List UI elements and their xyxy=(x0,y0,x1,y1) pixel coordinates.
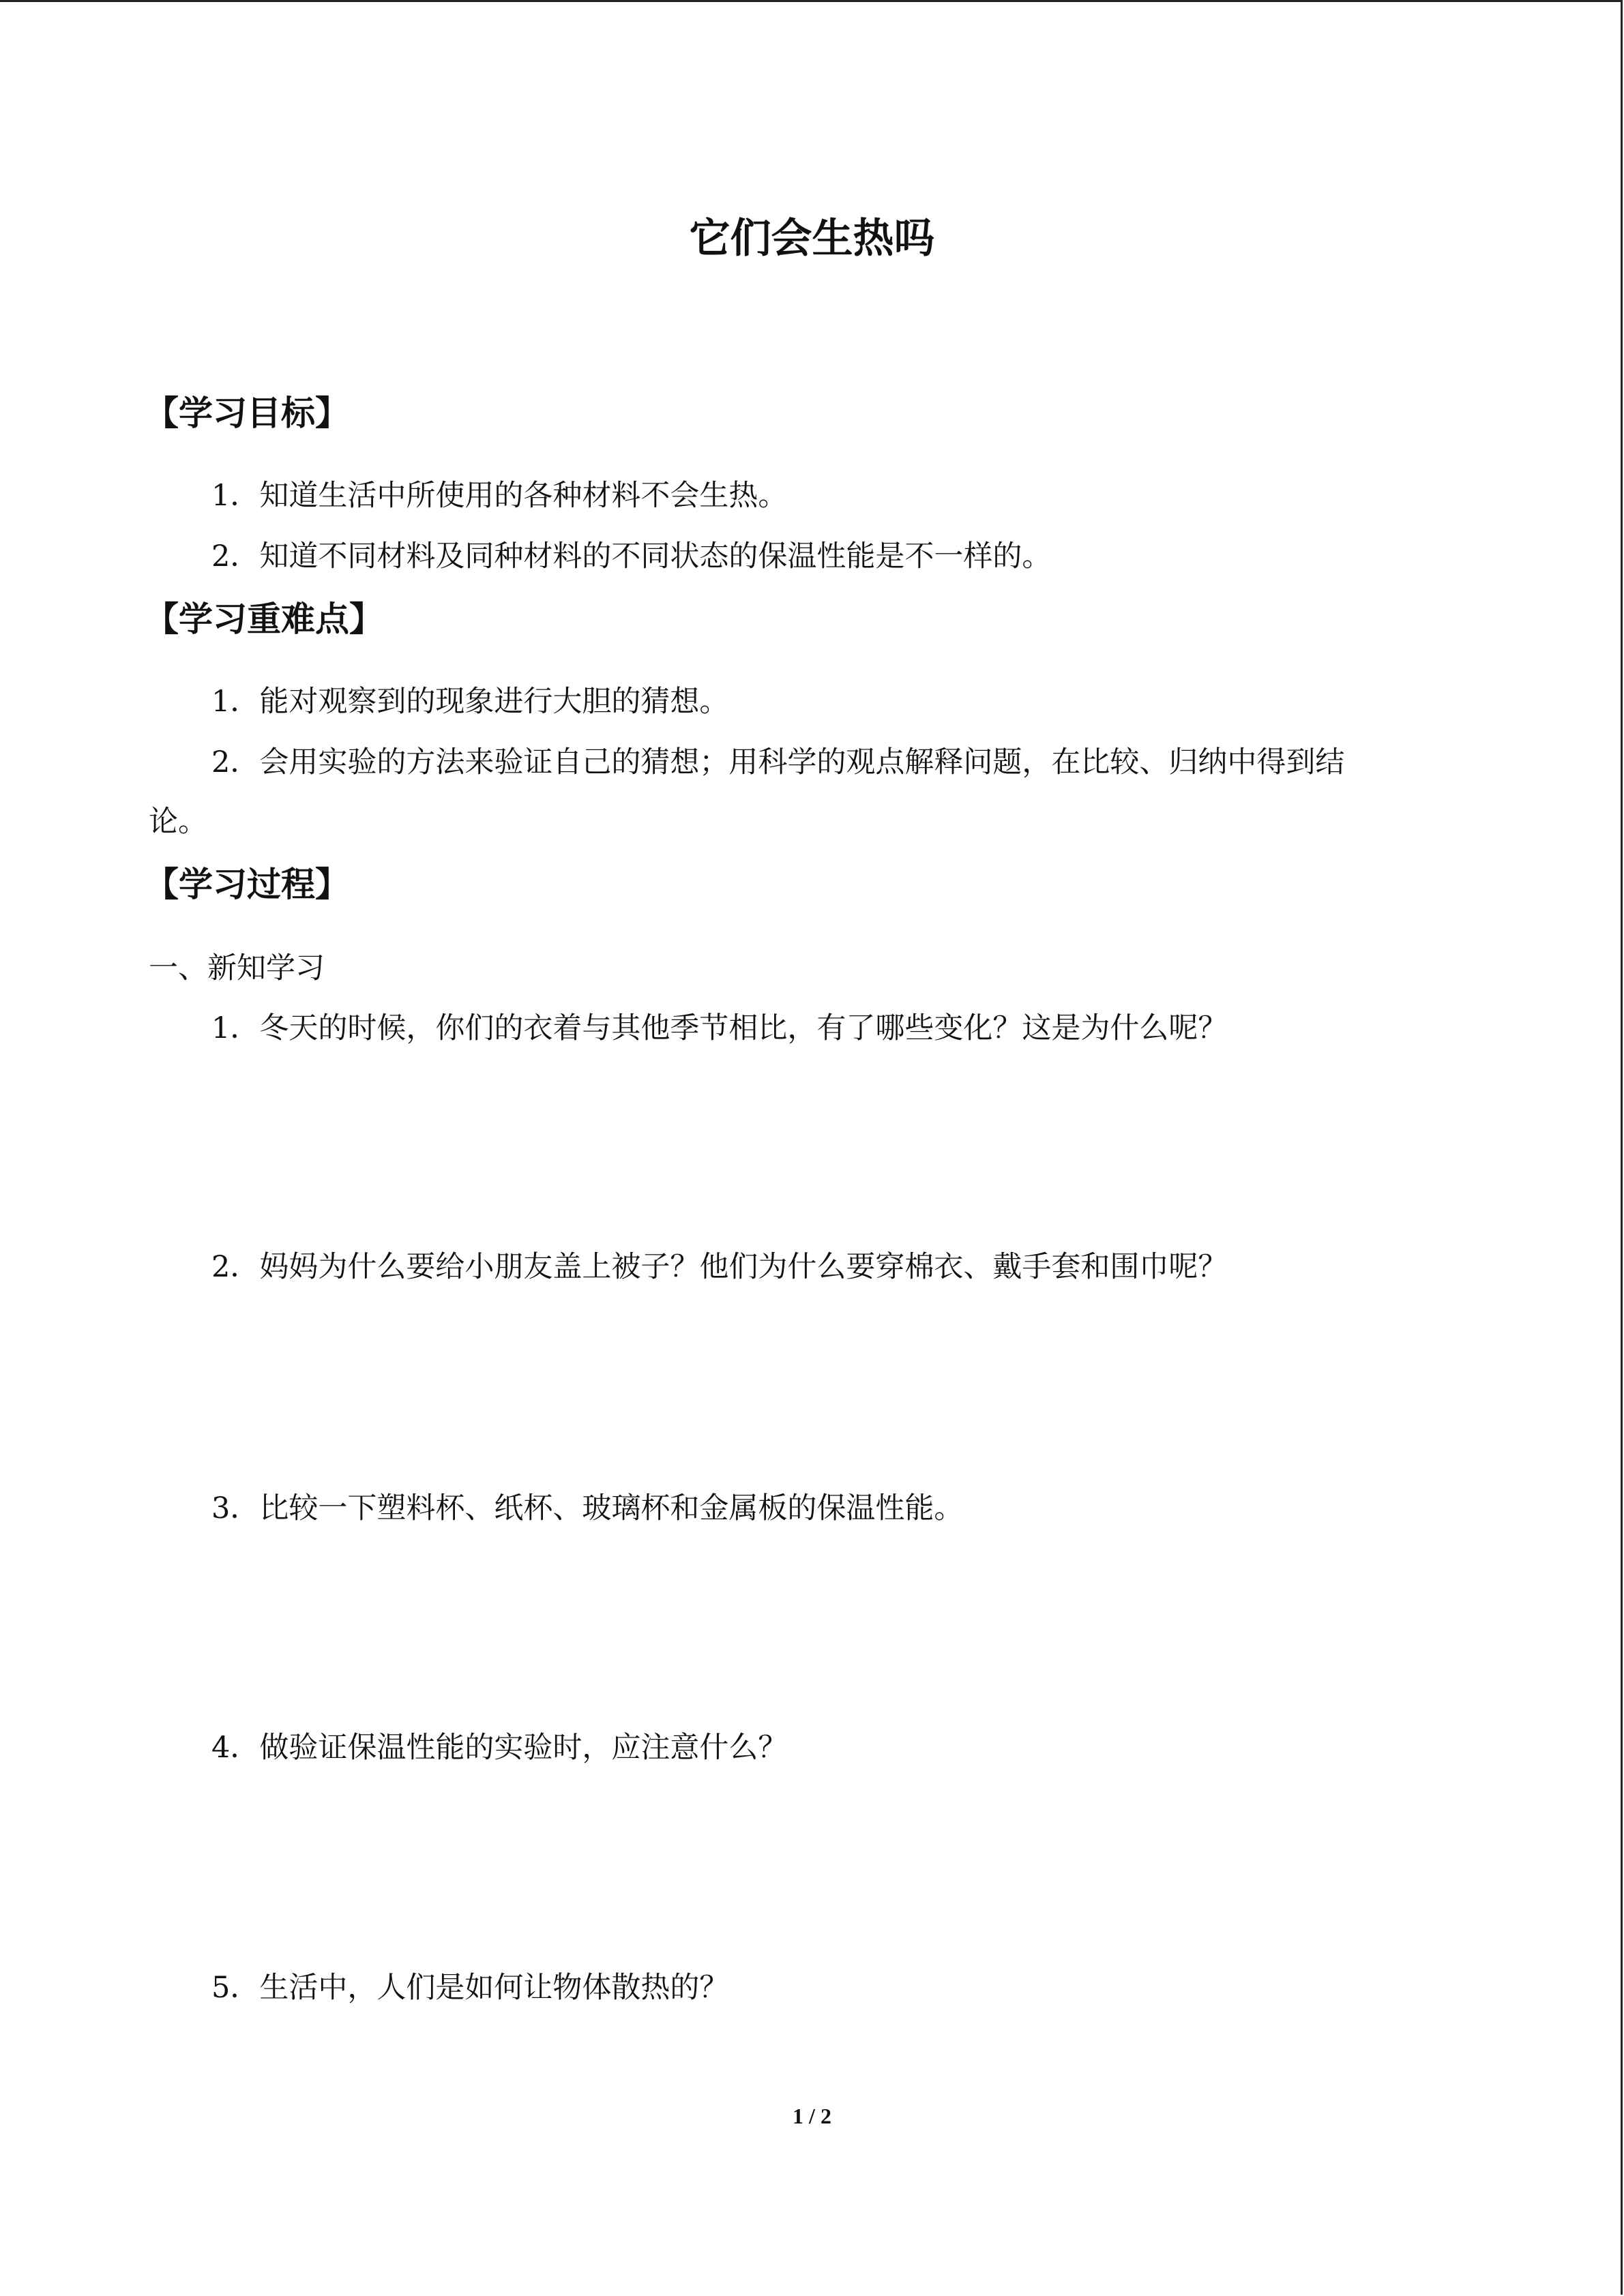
question-3: 3．比较一下塑料杯、纸杯、玻璃杯和金属板的保温性能。 xyxy=(211,1491,964,1525)
heading-process: 【学习过程】 xyxy=(145,865,349,904)
page-number: 1 / 2 xyxy=(793,2104,831,2128)
process-subheading: 一、新知学习 xyxy=(149,951,325,985)
question-4: 4．做验证保温性能的实验时，应注意什么？ xyxy=(211,1731,788,1765)
question-5: 5．生活中，人们是如何让物体散热的？ xyxy=(211,1971,729,2005)
question-1: 1．冬天的时候，你们的衣着与其他季节相比，有了哪些变化？这是为什么呢？ xyxy=(211,1011,1228,1045)
key-point-item-2-continued: 论。 xyxy=(149,805,207,839)
question-2: 2．妈妈为什么要给小朋友盖上被子？他们为什么要穿棉衣、戴手套和围巾呢？ xyxy=(211,1250,1228,1284)
objective-item-2: 2．知道不同材料及同种材料的不同状态的保温性能是不一样的。 xyxy=(211,539,1052,573)
heading-key-points: 【学习重难点】 xyxy=(145,599,383,639)
key-point-item-1: 1．能对观察到的现象进行大胆的猜想。 xyxy=(211,685,729,719)
objective-item-1: 1．知道生活中所使用的各种材料不会生热。 xyxy=(211,479,788,513)
page-title: 它们会生热吗 xyxy=(689,215,935,263)
heading-objectives: 【学习目标】 xyxy=(145,393,349,433)
key-point-item-2: 2．会用实验的方法来验证自己的猜想；用科学的观点解释问题，在比较、归纳中得到结 xyxy=(211,745,1345,779)
